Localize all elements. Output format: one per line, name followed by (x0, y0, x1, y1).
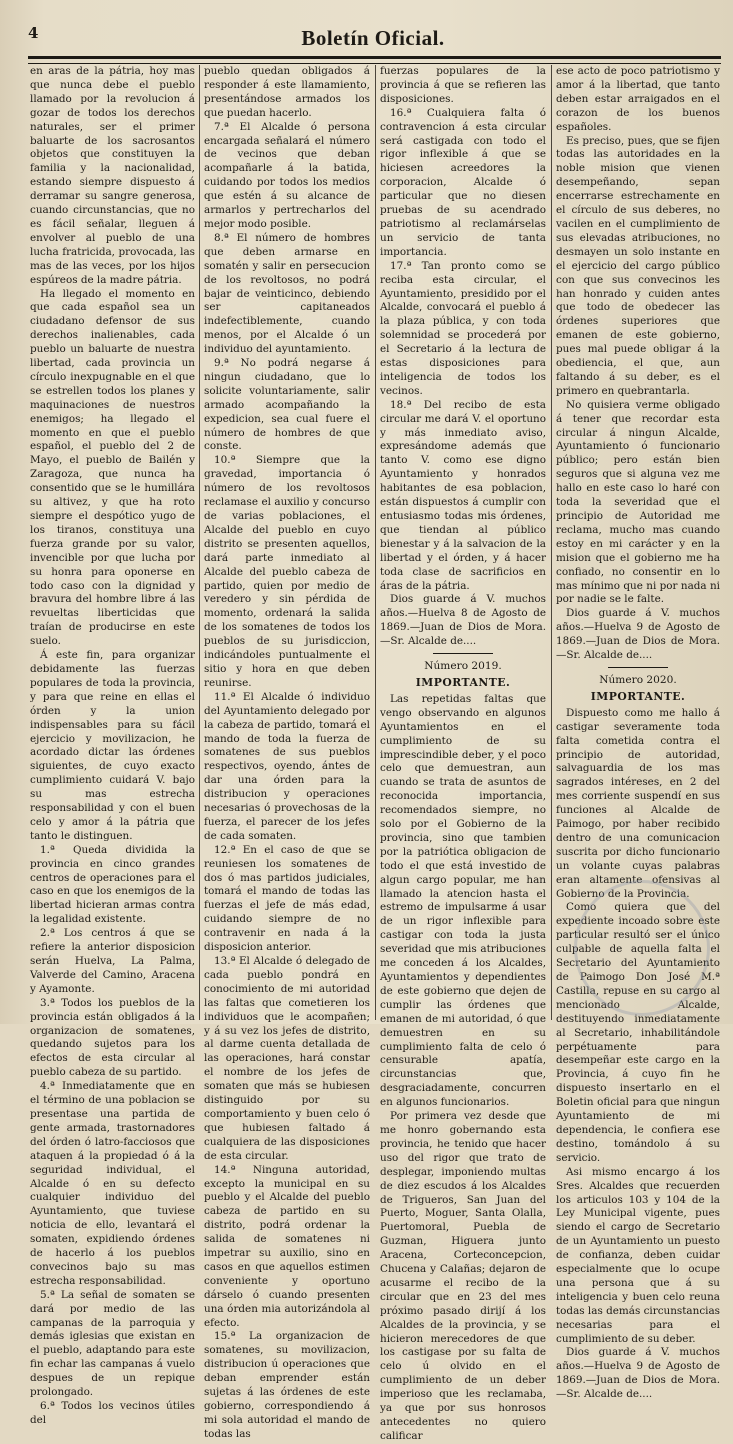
signature: Dios guarde á V. muchos años.—Huelva 9 de Agosto de 1869.—Juan de Dios de Mora.—Sr. Alcalde de.... (556, 1346, 720, 1401)
paragraph: Á este fin, para organizar debidamente las fuerzas populares de toda la provincia, y para que reine en ellas el órden y la union indispensables para su fácil ejercicio y movilizacion, he acordado dictar las órdenes siguientes, de cuyo exacto cumplimiento cuidará V. bajo su mas estrecha responsabilidad y con el buen celo y amor á la pátria que tanto le distinguen. (30, 649, 195, 842)
header-rule (28, 56, 721, 64)
article-columns (30, 65, 720, 1442)
section-rule (433, 653, 493, 654)
paragraph: en aras de la pátria, hoy mas que nunca debe el pueblo llamado por la revolucion á gozar de todos los derechos naturales, ser el primer baluarte de los sacrosantos objetos que constituyen la familia y la nacionalidad, estando siempre dispuesto á derramar su sangre generosa, cuando circunstancias, que no es fácil señalar, lleguen á envolver al pueblo de una lucha fratricida, provocada, las mas de las veces, por los hijos espúreos de la madre pátria. (30, 65, 195, 286)
paragraph: 14.ª Ninguna autoridad, excepto la municipal en su pueblo y el Alcalde del pueblo cabeza de partido en su distrito, podrá ordenar la salida de somatenes ni impetrar su auxilio, sino en casos en que aquellos estimen conveniente y oportuno dárselo ó cuando presenten una órden mia autorizándola al efecto. (204, 1163, 370, 1329)
decree-heading: IMPORTANTE. (415, 675, 511, 689)
paragraph: 11.ª El Alcalde ó individuo del Ayuntamiento delegado por la cabeza de partido, tomará el mando de toda la fuerza de somatenes de sus pueblos respectivos, oyendo, ántes de dar una órden para la distribucion y operaciones necesarias ó provechosas de la fuerza, el parecer de los jefes de cada somaten. (204, 690, 370, 842)
paragraph: 7.ª El Alcalde ó persona encargada señalará el número de vecinos que deban acompañarle á la batida, cuidando por todos los medios que estén á su alcance de armarlos y pertrecharlos del mejor modo posible. (204, 120, 370, 230)
paragraph: No quisiera verme obligado á tener que recordar esta circular á ningun Alcalde, Ayuntamiento ó funcionario público; pero están bien seguros que si alguna vez me hallo en este caso lo haré con toda la severidad que el principio de Autoridad me reclama, mucho mas cuando estoy en mi carácter y en la mision que el gobierno me ha confiado, no consentir en lo mas mínimo que ni por nada ni por nadie se le falte. (556, 398, 720, 606)
paragraph: fuerzas populares de la provincia á que se refieren las disposiciones. (380, 65, 546, 105)
column-1 (30, 65, 195, 1426)
paragraph: 5.ª La señal de somaten se dará por medio de las campanas de la parroquia y demás iglesias que existan en el pueblo, adaptando para este fin echar las campanas á vuelo despues de un repique prolongado. (30, 1288, 195, 1399)
paragraph: Ha llegado el momento en que cada español sea un ciudadano defensor de sus derechos inalienables, cada pueblo un baluarte de nuestra libertad, cada provincia un círculo inexpugnable en el que se estrellen todos los planes y maquinaciones de nuestros enemigos; ha llegado el momento en que el pueblo español, el pueblo del 2 de Mayo, el pueblo de Bailén y Zaragoza, que nunca ha consentido que se le humillára su altivez, y que ha roto siempre el despótico yugo de los tiranos, constituya una fuerza grande por su valor, invencible por que lucha por su honra para oponerse en todo caso con la dignidad y bravura del hombre libre á las revueltas liberticidas que traían de producirse en este suelo. (30, 287, 195, 648)
paragraph: ese acto de poco patriotismo y amor á la libertad, que tanto deben estar arraigados en el corazon de los buenos españoles. (556, 65, 720, 133)
section-rule (608, 667, 668, 668)
paragraph: Las repetidas faltas que vengo observando en algunos Ayuntamientos en el cumplimiento de su imprescindible deber, y el poco celo que demuestran, aun cuando se trata de asuntos de reconocida importancia, recomendados siempre, no solo por el Gobierno de la provincia, sino que tambien por la patriótica obligacion de todo el que está investido de algun cargo popular, me han llamado la atencion hasta el estremo de impulsarme á usar de un rigor inflexible para castigar con toda la justa severidad que mis atribuciones me conceden á los Alcaldes, Ayuntamientos y dependientes de este gobierno que dejen de cumplir las órdenes que emanen de mi autoridad, ó que demuestren en su cumplimiento falta de celo ó censurable apatía, circunstancias que, desgraciadamente, concurren en algunos funcionarios. (380, 692, 546, 1109)
paragraph: 12.ª En el caso de que se reuniesen los somatenes de dos ó mas partidos judiciales, tomará el mando de todas las fuerzas el jefe de más edad, cuidando siempre de no contravenir en nada á la disposicion anterior. (204, 843, 370, 954)
paragraph: Por primera vez desde que me honro gobernando esta provincia, he tenido que hacer uso del rigor que trato de desplegar, imponiendo multas de diez escudos á los Alcaldes de Trigueros, San Juan del Puerto, Moguer, Santa Olalla, Puertomoral, Puebla de Guzman, Higuera junto Aracena, Corteconcepcion, Chucena y Calañas; dejaron de acusarme el recibo de la circular que en 23 del mes próximo pasado dirijí á los Alcaldes de la provincia, y se hicieron merecedores de que los castigase por su falta de celo ú olvido en el cumplimiento de un deber imperioso que les reclamaba, ya que por sus honrosos antecedentes no quiero calificar (380, 1110, 546, 1442)
column-2 (204, 65, 370, 1440)
signature: Dios guarde á V. muchos años.—Huelva 9 de Agosto de 1869.—Juan de Dios de Mora.—Sr. Alcalde de.... (556, 607, 720, 662)
paragraph: 8.ª El número de hombres que deben armarse en somatén y salir en persecucion de los revoltosos, no podrá bajar de veinticinco, debiendo ser capitaneados indefectiblemente, cuando menos, por el Alcalde ó un individuo del ayuntamiento. (204, 231, 370, 356)
signature: Dios guarde á V. muchos años.—Huelva 8 de Agosto de 1869.—Juan de Dios de Mora.—Sr. Alcalde de.... (380, 593, 546, 648)
paragraph: Asi mismo encargo á los Sres. Alcaldes que recuerden los articulos 103 y 104 de la Ley Municipal vigente, pues siendo el cargo de Secretario de un Ayuntamiento un puesto de confianza, deben cuidar especialmente que lo ocupe una persona que á su inteligencia y buen celo reuna todas las demás circunstancias necesarias para el cumplimiento de su deber. (556, 1165, 720, 1345)
paragraph: 13.ª El Alcalde ó delegado de cada pueblo pondrá en conocimiento de mi autoridad las faltas que cometieren los individuos que le acompañen; y á su vez los jefes de distrito, al darme cuenta detallada de las operaciones, hará constar el nombre de los jefes de somaten que más se hubiesen distinguido por su comportamiento y buen celo ó que hubiesen faltado á cualquiera de las disposiciones de esta circular. (204, 955, 370, 1162)
decree-number: Número 2019. (424, 660, 502, 673)
paragraph: 3.ª Todos los pueblos de la provincia están obligados á la organizacion de somatenes, quedando sujetos para los efectos de esta circular al pueblo cabeza de su partido. (30, 996, 195, 1079)
paragraph: 1.ª Queda dividida la provincia en cinco grandes centros de operaciones para el caso en que los enemigos de la libertad hicieran armas contra la legalidad existente. (30, 843, 195, 926)
paragraph: 9.ª No podrá negarse á ningun ciudadano, que lo solicite voluntariamente, salir armado acompañando la expedicion, sea cual fuere el número de hombres de que conste. (204, 357, 370, 453)
page-header (28, 22, 718, 58)
paragraph: Dispuesto como me hallo á castigar severamente toda falta cometida contra el principio de autoridad, salvaguardia de los mas sagrados intéreses, en 2 del mes corriente suspendí en sus funciones al Alcalde de Paimogo, por haber recibido dentro de una comunicacion suscrita por dicho funcionario un volante cuyas palabras eran altamente ofensivas al Gobierno de la Provincia. (556, 706, 720, 900)
decree-number: Número 2020. (599, 673, 677, 686)
paragraph: 18.ª Del recibo de esta circular me dará V. el oportuno y más inmediato aviso, expresándome además que tanto V. como ese digno Ayuntamiento y honrados habitantes de esa poblacion, están dispuestos á cumplir con entusiasmo todas mis órdenes, que tiendan al público bienestar y á la salvacion de la libertad y el órden, y á hacer toda clase de sacrificios en áras de la pátria. (380, 398, 546, 592)
paragraph: Es preciso, pues, que se fijen todas las autoridades en la noble mision que vienen desempeñando, sepan encerrarse estrechamente en el círculo de sus deberes, no vacilen en el cumplimiento de sus elevadas atribuciones, no desmayen un solo instante en el ejercicio del cargo público con que sus convecinos les han honrado y cuiden antes que todo de obedecer las órdenes superiores que emanen de este gobierno, pues mal puede obligar á la obediencia, el que, aun faltando á su deber, es el primero en quebrantarla. (556, 134, 720, 397)
paragraph: Como quiera que del expediente incoado sobre este particular resultó ser el único culpable de aquella falta el Secretario del Ayuntamiento de Paimogo Don José M.ª Castilla, repuse en su cargo al mencionado Alcalde, destituyendo inmediatamente al Secretario, inhabilitándole perpétuamente para desempeñar este cargo en la Provincia, á cuyo fin he dispuesto insertarlo en el Boletin oficial para que ningun Ayuntamiento de mi dependencia, le confiera ese destino, tomándolo á su servicio. (556, 901, 720, 1164)
paragraph: 6.ª Todos los vecinos útiles del (30, 1400, 195, 1426)
paragraph: 4.ª Inmediatamente que en el término de una poblacion se presentase una partida de gente armada, trastornadores del órden ó latro-facciosos que ataquen á la propiedad ó á la seguridad individual, el Alcalde ó en su defecto cualquier individuo del Ayuntamiento, que tuviese noticia de ello, levantará el somaten, expidiendo órdenes de hacerlo á los pueblos convecinos bajo su mas estrecha responsabilidad. (30, 1080, 195, 1287)
paragraph: pueblo quedan obligados á responder á este llamamiento, presentándose armados los que puedan hacerlo. (204, 65, 370, 119)
paragraph: 16.ª Cualquiera falta ó contravencion á esta circular será castigada con todo el rigor inflexible á que se hiciesen acreedores la corporacion, Alcalde ó particular que no diesen pruebas de su acendrado patriotismo al reclamárselas un servicio de tanta importancia. (380, 106, 546, 258)
paragraph: 10.ª Siempre que la gravedad, importancia ó número de los revoltosos reclamase el auxilio y concurso de varias poblaciones, el Alcalde del pueblo en cuyo distrito se presenten aquellos, dará parte inmediato al Alcalde del pueblo cabeza de partido, quien por medio de veredero y sin pérdida de momento, ordenará la salida de los somatenes de todos los pueblos de su jurisdiccion, indicándoles puntualmente el sitio y hora en que deben reunirse. (204, 454, 370, 689)
column-4 (556, 65, 720, 1401)
decree-heading: IMPORTANTE. (590, 689, 686, 703)
page-title: Boletín Oficial. (301, 26, 445, 50)
paragraph: 15.ª La organizacion de somatenes, su movilizacion, distribucion ú operaciones que deban emprender están sujetas á las órdenes de este gobierno, correspondiendo á mi sola autoridad el mando de todas las (204, 1330, 370, 1440)
paragraph: 2.ª Los centros á que se refiere la anterior disposicion serán Huelva, La Palma, Valverde del Camino, Aracena y Ayamonte. (30, 927, 195, 995)
page-number: 4 (28, 24, 40, 42)
column-3 (380, 65, 546, 1442)
paragraph: 17.ª Tan pronto como se reciba esta circular, el Ayuntamiento, presidido por el Alcalde, convocará el pueblo á la plaza pública, y con toda solemnidad se procederá por el Secretario á la lectura de estas disposiciones para inteligencia de todos los vecinos. (380, 259, 546, 397)
